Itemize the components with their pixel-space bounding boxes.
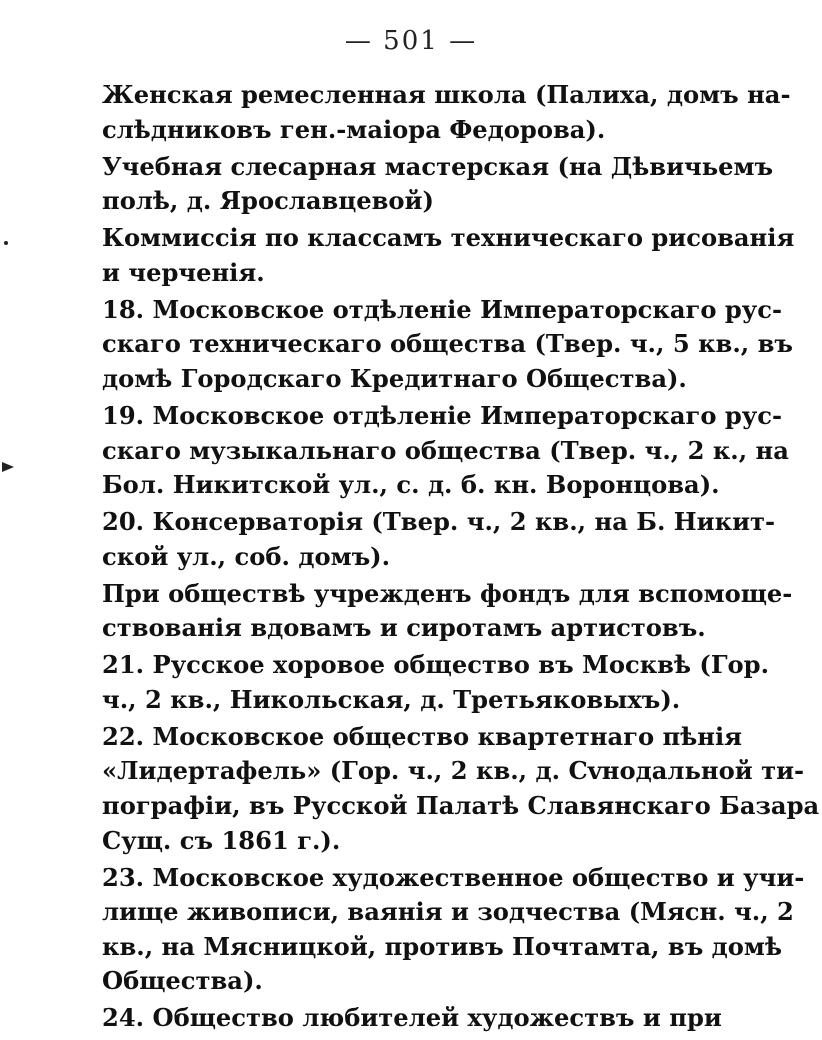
text-line: Бол. Никитской ул., с. д. б. кн. Воронцова). — [102, 470, 720, 500]
text-line: ствованiя вдовамъ и сиротамъ артистовъ. — [102, 613, 706, 643]
paragraph-drawing-commission — [70, 221, 795, 290]
margin-dot-mark — [4, 241, 8, 245]
paragraph-womens-craft-school — [70, 78, 791, 147]
text-line: ч., 2 кв., Никольская, д. Третьяковыхъ). — [102, 684, 681, 714]
text-line: «Лидертафель» (Гор. ч., 2 кв., д. Сvнодальной ти- — [102, 756, 805, 786]
paragraph-entry-19 — [70, 399, 789, 503]
text-line: 24. Общество любителей художествъ и при — [102, 1003, 722, 1033]
paragraph-entry-18 — [70, 293, 793, 397]
text-line: ской ул., соб. домъ). — [102, 541, 391, 571]
page-number: — 501 — — [344, 26, 478, 56]
margin-arrow-mark — [2, 462, 14, 472]
paragraph-entry-20 — [70, 505, 776, 574]
text-line: лище живописи, ваянiя и зодчества (Мясн. ч., 2 — [102, 897, 794, 927]
page-body — [70, 78, 820, 1038]
text-line: скаго техническаго общества (Твер. ч., 5 кв., въ — [102, 329, 793, 359]
text-line: кв., на Мясницкой, противъ Почтамта, въ домѣ — [102, 931, 782, 961]
paragraph-entry-23 — [70, 861, 805, 999]
text-line: слѣдниковъ ген.-маiора Федорова). — [102, 114, 606, 144]
text-line: Коммиссiя по классамъ техническаго рисованiя — [102, 223, 795, 253]
text-line: 21. Русское хоровое общество въ Москвѣ (Гор. — [102, 650, 770, 680]
paragraph-entry-21 — [70, 648, 770, 717]
paragraph-entry-22 — [70, 720, 820, 858]
paragraph-fund-note — [70, 577, 793, 646]
text-line: Женская ремесленная школа (Палиха, домъ на- — [102, 80, 791, 109]
text-line: и черченiя. — [102, 257, 265, 287]
text-line: скаго музыкальнаго общества (Твер. ч., 2 к., на — [102, 435, 789, 465]
text-line: 18. Московское отдѣленiе Императорскаго рус- — [102, 294, 783, 324]
text-line: пографiи, въ Русской Палатѣ Славянскаго Базара — [102, 791, 820, 820]
text-line: 23. Московское художественное общество и учи- — [102, 862, 805, 892]
text-line: Сущ. съ 1861 г.). — [102, 825, 341, 855]
paragraph-entry-24 — [70, 1001, 722, 1036]
text-line: Учебная слесарная мастерская (на Дѣвичьемъ — [102, 151, 774, 181]
text-line: домѣ Городскаго Кредитнаго Общества). — [102, 363, 687, 393]
paragraph-locksmith-workshop — [70, 150, 774, 219]
text-line: 20. Консерваторiя (Твер. ч., 2 кв., на Б. Никит- — [102, 507, 776, 537]
text-line: 19. Московское отдѣленiе Императорскаго рус- — [102, 400, 783, 430]
text-line: полѣ, д. Ярославцевой) — [102, 186, 434, 216]
text-line: Общества). — [102, 966, 263, 996]
text-line: При обществѣ учрежденъ фондъ для вспомоще- — [102, 578, 793, 608]
text-line: 22. Московское общество квартетнаго пѣнiя — [102, 721, 743, 751]
